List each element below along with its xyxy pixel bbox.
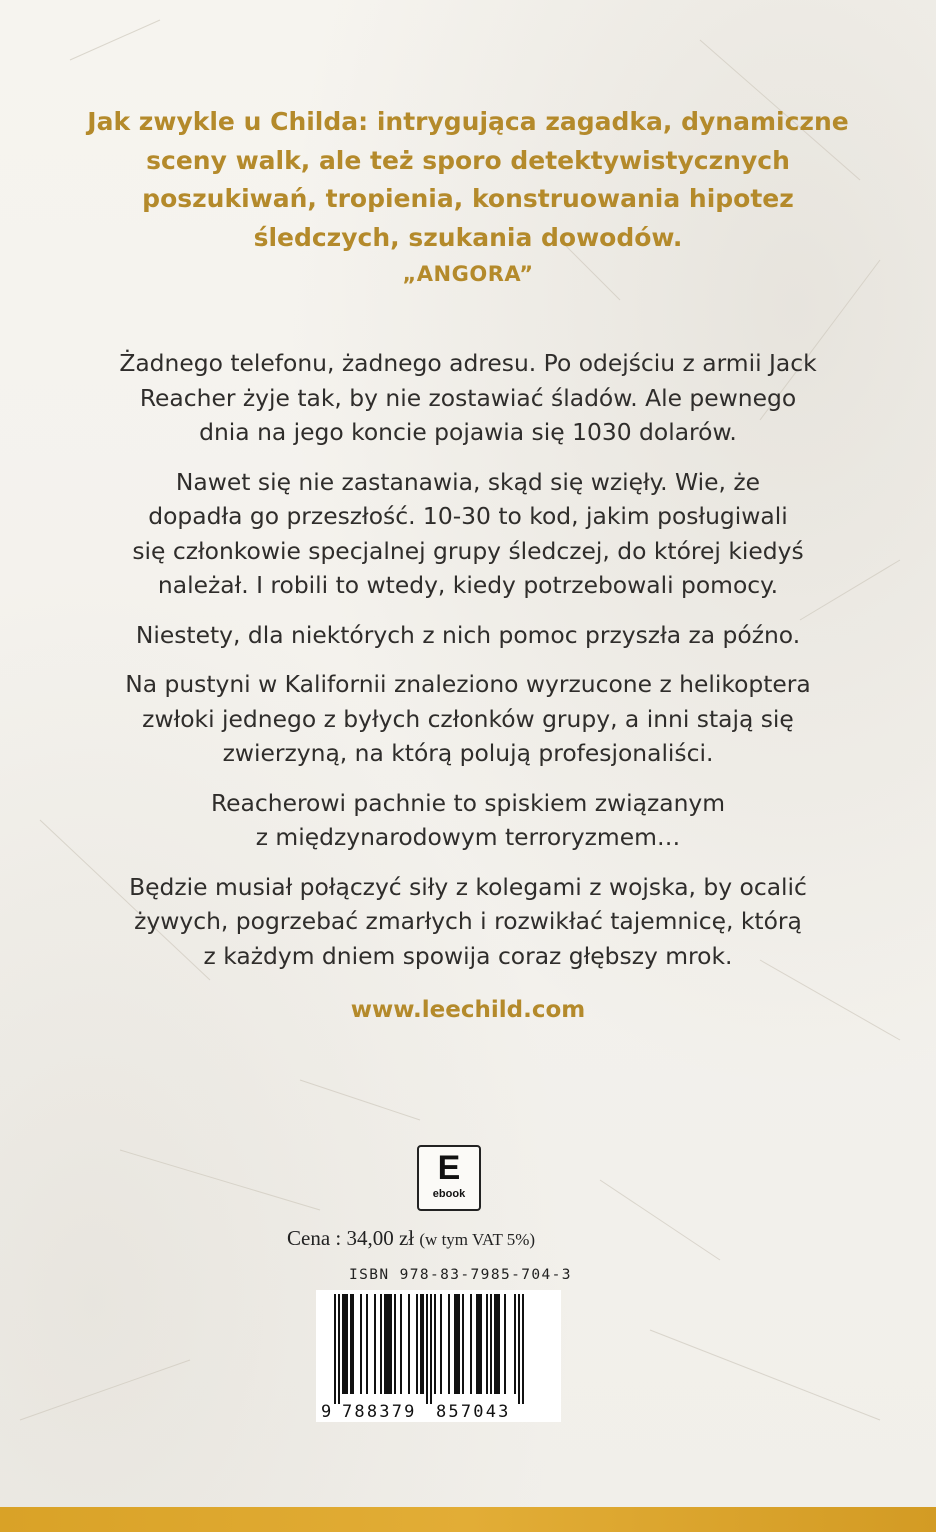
barcode-bar [434,1294,436,1394]
description-paragraph [58,667,878,771]
barcode-bar [470,1294,472,1394]
quote-source: „ANGORA” [402,262,534,286]
description-paragraph [58,346,878,450]
barcode-bar [522,1294,524,1404]
barcode-bar [344,1294,346,1394]
barcode-bar [456,1294,458,1394]
barcode-bar [486,1294,488,1394]
barcode-bar [462,1294,464,1394]
barcode-bar [458,1294,460,1394]
description-line: z międzynarodowym terroryzmem… [255,823,681,851]
barcode-first-digit: 9 [321,1402,334,1422]
barcode-bar [342,1294,344,1394]
barcode-bar [366,1294,368,1394]
description-line: Reacher żyje tak, by nie zostawiać śladów. Ale pewnego [139,383,797,412]
barcode-right-digits: 857043 [436,1402,511,1422]
barcode-bar [386,1294,388,1394]
barcode-bar [422,1294,424,1394]
description-line: zwierzyną, na którą polują profesjonaliści. [222,739,714,767]
barcode-bar [494,1294,496,1394]
barcode-bar [496,1294,498,1394]
description-line: Niestety, dla niektórych z nich pomoc przyszła za późno. [135,620,801,649]
barcode-bar [416,1294,418,1394]
barcode-bar [480,1294,482,1394]
description-line: należał. I robili to wtedy, kiedy potrzebowali pomocy. [157,571,779,599]
barcode-bar [388,1294,390,1394]
barcode-bar [448,1294,450,1394]
barcode-bar [420,1294,422,1394]
barcode-bar [360,1294,362,1394]
description-line: się członkowie specjalnej grupy śledczej, do której kiedyś [132,536,804,565]
isbn-label: ISBN 978-83-7985-704-3 [349,1267,572,1283]
book-description [58,346,878,988]
price-value: Cena : 34,00 zł [287,1226,415,1250]
barcode-bar [504,1294,506,1394]
barcode-bar [346,1294,348,1394]
barcode-bar [394,1294,396,1394]
ebook-badge-label: ebook [432,1188,466,1200]
quote-line: sceny walk, ale też sporo detektywistycznych [146,145,790,175]
description-line: Żadnego telefonu, żadnego adresu. Po odejściu z armii Jack [119,349,817,377]
barcode-bar [334,1294,336,1404]
description-paragraph [58,786,878,855]
barcode-bar [514,1294,516,1394]
description-line: żywych, pogrzebać zmarłych i rozwikłać tajemnicę, którą [134,907,802,935]
bottom-color-stripe [0,1507,936,1532]
quote-line: śledczych, szukania dowodów. [253,222,683,252]
barcode-bar [476,1294,478,1394]
barcode-graphic [316,1290,561,1422]
barcode-bar [440,1294,442,1394]
price-label [287,1226,535,1251]
barcode-bar [498,1294,500,1394]
barcode-bar [352,1294,354,1394]
isbn-barcode [316,1290,561,1422]
barcode-bar [454,1294,456,1394]
description-line: z każdym dniem spowija coraz głębszy mrok. [203,941,733,970]
barcode-bar [350,1294,352,1394]
ebook-badge-letter: E [437,1149,461,1187]
description-paragraph [58,870,878,974]
quote-line: Jak zwykle u Childa: intrygująca zagadka, dynamiczne [87,107,849,136]
ebook-badge-icon [417,1145,481,1211]
description-line: dopadła go przeszłość. 10-30 to kod, jakim posługiwali [148,502,788,530]
barcode-bar [490,1294,492,1394]
description-line: Na pustyni w Kalifornii znaleziono wyrzucone z helikoptera [125,670,811,698]
barcode-bar [478,1294,480,1394]
price-vat: (w tym VAT 5%) [419,1230,536,1249]
quote-line: poszukiwań, tropienia, konstruowania hipotez [142,184,794,213]
press-quote [60,103,876,257]
barcode-bar [430,1294,432,1404]
barcode-bar [380,1294,382,1394]
description-line: Nawet się nie zastanawia, skąd się wzięły. Wie, że [175,467,761,496]
description-paragraph [58,618,878,653]
barcode-bar [408,1294,410,1394]
barcode-bar [374,1294,376,1394]
barcode-bar [390,1294,392,1394]
barcode-bar [518,1294,520,1404]
website-link[interactable]: www.leechild.com [350,997,586,1023]
description-line: dnia na jego koncie pojawia się 1030 dolarów. [199,418,737,446]
description-line: zwłoki jednego z byłych członków grupy, a inni stają się [142,704,794,733]
barcode-bar [338,1294,340,1404]
description-paragraph [58,465,878,603]
barcode-bar [384,1294,386,1394]
barcode-bar [426,1294,428,1404]
description-line: Będzie musiał połączyć siły z kolegami z wojska, by ocalić [129,872,807,901]
barcode-bar [400,1294,402,1394]
barcode-left-digits: 788379 [342,1402,417,1422]
description-line: Reacherowi pachnie to spiskiem związanym [210,788,726,817]
